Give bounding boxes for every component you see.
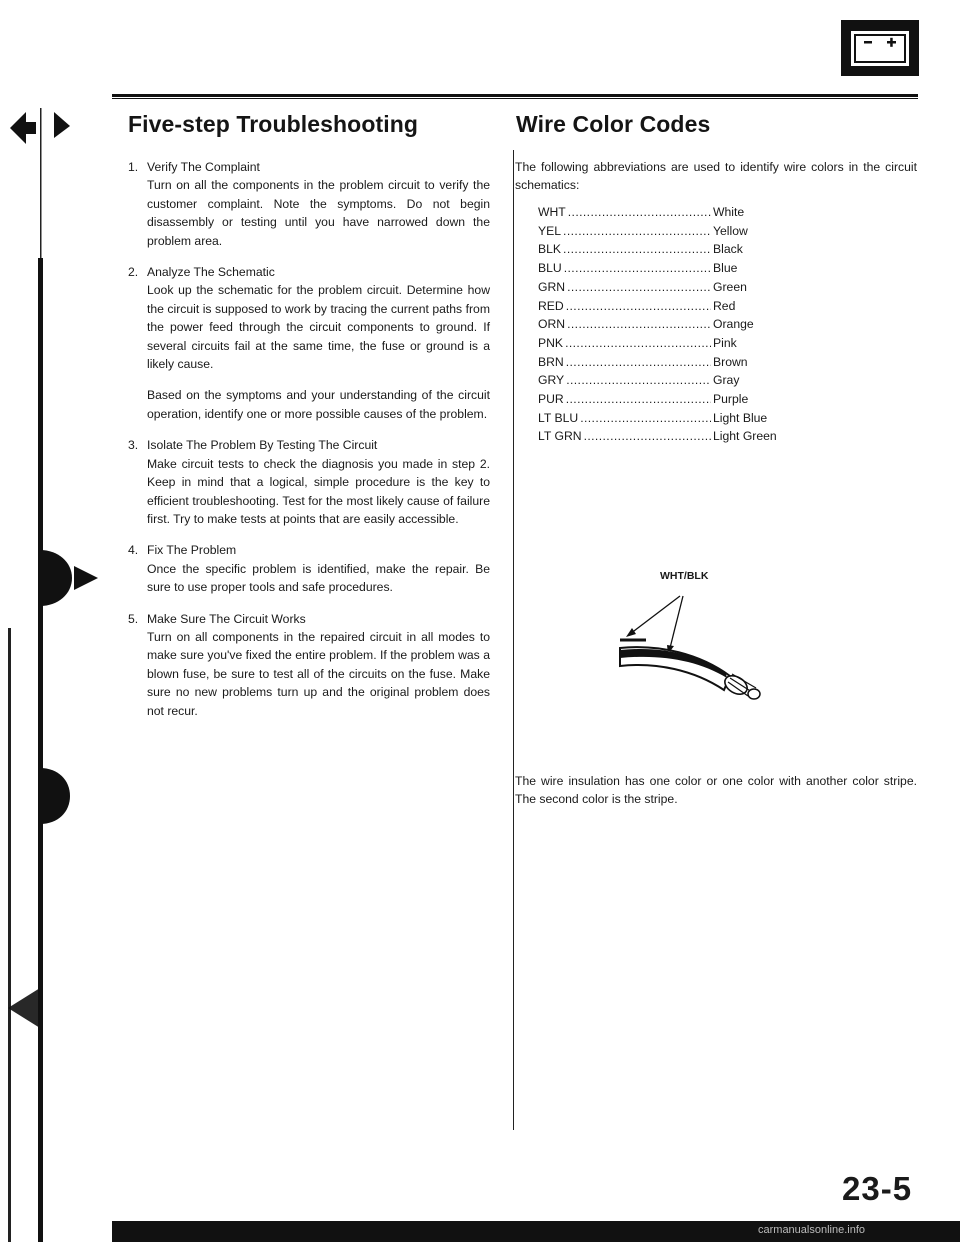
color-code-row [538,278,788,297]
color-abbreviation: YEL [538,223,562,238]
step-title: Make Sure The Circuit Works [147,611,306,626]
dot-leader [566,371,711,390]
color-code-row [538,409,788,428]
color-name: Pink [713,335,737,350]
color-abbreviation: LT BLU [538,410,579,425]
color-abbreviation: BRN [538,354,564,369]
dot-leader [566,297,711,316]
color-abbreviation: RED [538,298,564,313]
step-number: 1. [128,160,139,174]
color-code-row [538,390,788,409]
column-divider [513,150,514,1130]
color-name: Blue [713,261,738,276]
step-item [128,610,490,720]
color-name: Light Green [713,429,777,444]
wire-stripe-illustration [590,570,780,710]
color-code-row [538,353,788,372]
step-item [128,263,490,423]
step-text: Once the specific problem is identified, make the repair. Be sure to use proper tools and safe procedures. [147,561,490,595]
color-abbreviation: PUR [538,392,564,407]
step-number: 4. [128,543,139,558]
battery-icon [841,20,919,76]
color-code-row [538,334,788,353]
step-text: Make circuit tests to check the diagnosis you made in step 2. Keep in mind that a logical, simple procedure is the key to efficient troubleshooting. Test for the most likely cause of failure first. Try to make tests at points that are easily accessible. [147,456,490,526]
dot-leader [567,315,711,334]
color-name: Brown [713,354,748,369]
step-number: 3. [128,438,139,453]
dot-leader [565,334,711,353]
dot-leader [563,222,711,241]
color-abbreviation: PNK [538,335,564,350]
color-code-row [538,240,788,259]
dot-leader [566,390,711,409]
step-title: Fix The Problem [147,543,237,558]
step-title: Analyze The Schematic [147,265,275,280]
wire-color-code-list [538,203,788,446]
dot-leader [580,409,711,428]
color-abbreviation: BLU [538,261,562,276]
binding-margin [0,108,100,1242]
footer-watermark: carmanualsonline.info [758,1224,866,1236]
color-name: White [713,205,745,219]
color-abbreviation: ORN [538,317,566,332]
color-abbreviation: GRN [538,279,566,294]
color-code-row [538,203,788,222]
step-title: Verify The Complaint [147,160,260,174]
color-code-row [538,222,788,241]
dot-leader [563,240,711,259]
page-number: 23-5 [842,1170,913,1207]
color-name: Purple [713,392,749,407]
color-name: Red [713,298,736,313]
color-abbreviation: LT GRN [538,429,582,444]
color-abbreviation: WHT [538,205,566,219]
step-item [128,541,490,596]
color-code-row [538,315,788,334]
color-name: Orange [713,317,754,332]
color-abbreviation: GRY [538,373,565,388]
dot-leader [567,278,711,297]
section-heading-troubleshooting: Five-step Troubleshooting [128,111,419,137]
step-text: Look up the schematic for the problem circuit. Determine how the circuit is supposed to work by tracing the current paths from the power feed through the circuit components to ground. If several circuits fail at the same time, the fuse or ground is a likely cause. [147,283,490,372]
header-rule-thin [112,98,918,99]
step-text: Turn on all the components in the problem circuit to verify the customer complaint. Note the symptoms. Do not begin disassembly or testing until you have narrowed down the problem area. [147,178,490,248]
color-name: Yellow [713,223,748,238]
wire-codes-intro: The following abbreviations are used to identify wire colors in the circuit schematics: [515,160,917,193]
step-item [128,436,490,528]
color-code-row [538,297,788,316]
color-code-row [538,371,788,390]
wire-figure-label: WHT/BLK [660,570,709,582]
dot-leader [568,203,711,222]
step-title: Isolate The Problem By Testing The Circuit [147,438,378,453]
color-name: Gray [713,373,740,388]
color-name: Black [713,242,743,257]
step-number: 5. [128,611,139,626]
color-code-row [538,427,788,446]
step-text-continued: Based on the symptoms and your understanding of the circuit operation, identify one or more possible causes of the problem. [147,388,490,421]
step-number: 2. [128,265,139,280]
section-heading-wire-colors: Wire Color Codes [516,111,711,137]
header-rule [112,94,918,97]
dot-leader [584,427,711,446]
color-code-row [538,259,788,278]
step-text: Turn on all components in the repaired circuit in all modes to make sure you've fixed the entire problem. If the problem was a blown fuse, be sure to test all of the circuits on the fuse. Make sure no new problems turn up and the original problem does not recur. [147,629,490,718]
color-abbreviation: BLK [538,242,562,257]
color-name: Green [713,279,747,294]
dot-leader [564,259,711,278]
step-item [128,158,490,250]
troubleshooting-steps [128,158,490,733]
insulation-note: The wire insulation has one color or one color with another color stripe. The second color is the stripe. [515,774,917,807]
color-name: Light Blue [713,410,768,425]
dot-leader [566,353,711,372]
